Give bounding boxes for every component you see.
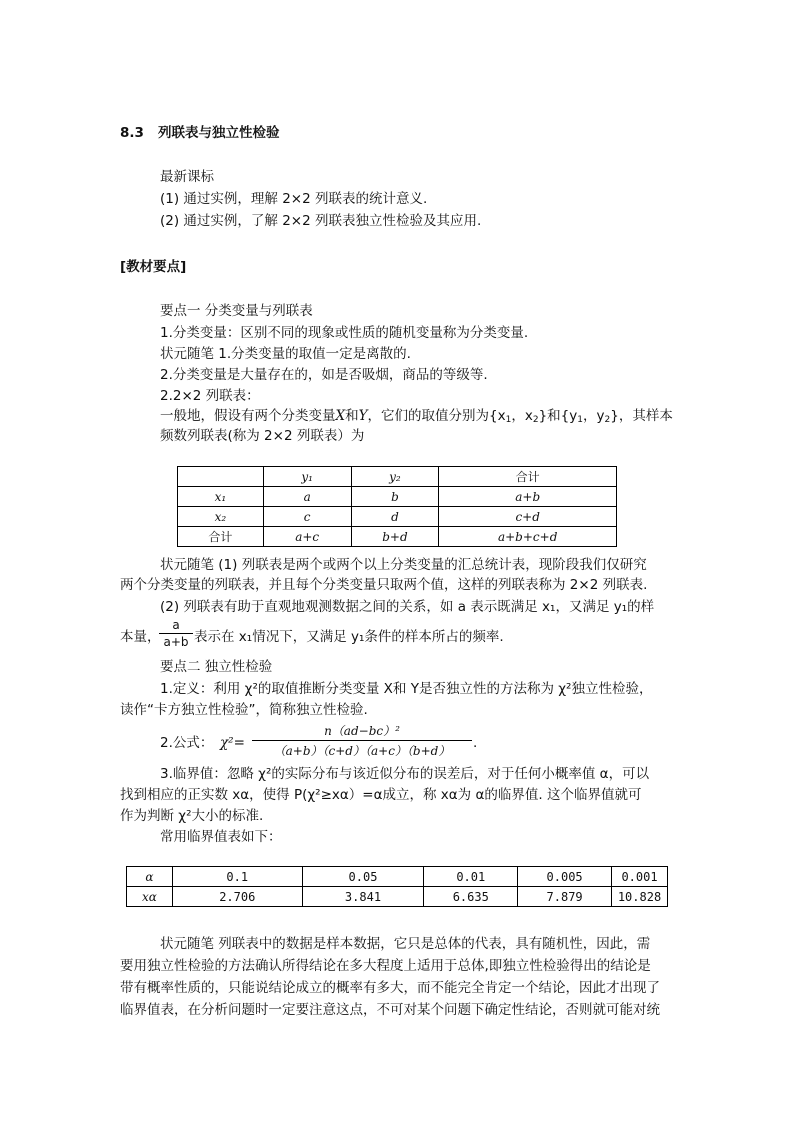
table-cell: 0.005 (518, 867, 612, 887)
section-heading (120, 124, 280, 142)
text-run: }，其样本 (610, 408, 673, 424)
notes2-line-2: 要用独立性检验的方法确认所得结论在多大程度上适用于总体,即独立性检验得出的结论是 (120, 958, 651, 974)
formula-fraction (252, 722, 472, 759)
point2-line-4: 找到相应的正实数 xα，使得 P(χ²≥xα）=α成立，称 xα为 α的临界值. 这个临界值就可 (120, 787, 642, 803)
table-cell: b (351, 487, 439, 507)
table-row (178, 487, 617, 507)
subscript: 1 (505, 415, 512, 425)
contingency-table (177, 466, 617, 547)
table-cell: 0.01 (424, 867, 518, 887)
text-run: ，y (583, 408, 605, 424)
table-row-alpha (127, 867, 668, 887)
table-row-critical-value (127, 887, 668, 907)
table-cell: x₂ (178, 507, 264, 527)
table-cell: a (263, 487, 351, 507)
point2-title: 要点二 独立性检验 (160, 659, 273, 675)
subscript: 2 (532, 415, 539, 425)
point1-line-2: 状元随笔 1.分类变量的取值一定是离散的. (160, 346, 411, 362)
notes1-line-3: (2) 列联表有助于直观地观测数据之间的关系，如 a 表示既满足 x₁，又满足 y₁的样 (160, 599, 655, 615)
table-cell: 合计 (439, 467, 617, 487)
table-header-row (178, 467, 617, 487)
point2-line-6: 常用临界值表如下： (160, 829, 282, 845)
table-cell: x₁ (178, 487, 264, 507)
point1-line-1: 1.分类变量：区别不同的现象或性质的随机变量称为分类变量. (160, 325, 529, 341)
point1-line-4: 2.2×2 列联表： (160, 388, 260, 404)
notes1-line-4a: 本量， (120, 629, 161, 645)
point2-line-3: 3.临界值：忽略 χ²的实际分布与该近似分布的误差后，对于任何小概率值 α，可以 (160, 766, 650, 782)
table-cell (178, 467, 264, 487)
standards-item-1: (1) 通过实例，理解 2×2 列联表的统计意义. (160, 191, 428, 207)
point2-line-2: 读作“卡方独立性检验”，简称独立性检验. (120, 702, 368, 718)
notes2-line-3: 带有概率性质的，只能说结论成立的概率有多大，而不能完全肯定一个结论，因此才出现了 (120, 980, 660, 996)
table-cell: 2.706 (172, 887, 302, 907)
table-cell: xα (127, 887, 173, 907)
text-run: ，它们的取值分别为{x (367, 408, 506, 424)
variable-x: X (335, 408, 346, 424)
table-cell: y₁ (263, 467, 351, 487)
section-title: 列联表与独立性检验 (158, 125, 280, 141)
point1-title: 要点一 分类变量与列联表 (160, 303, 313, 319)
section-number: 8.3 (120, 125, 144, 141)
table-cell: 0.1 (172, 867, 302, 887)
table-cell: 3.841 (302, 887, 424, 907)
table-cell: b+d (351, 527, 439, 547)
fraction-a-over-a-plus-b (159, 618, 193, 649)
variable-y: Y (358, 408, 368, 424)
text-run: 和 (345, 408, 359, 424)
point2-line-5: 作为判断 χ²大小的标准. (120, 808, 264, 824)
standards-heading: 最新课标 (160, 169, 214, 185)
table-cell: 7.879 (518, 887, 612, 907)
point1-line-3: 2.分类变量是大量存在的，如是否吸烟，商品的等级等. (160, 367, 488, 383)
table-cell: a+b (439, 487, 617, 507)
formula-lhs: χ²= (220, 735, 245, 751)
key-points-heading: [教材要点] (120, 259, 187, 275)
table-cell: c+d (439, 507, 617, 527)
table-cell: 0.05 (302, 867, 424, 887)
notes1-line-4b: 表示在 x₁情况下，又满足 y₁条件的样本所占的频率. (194, 629, 504, 645)
subscript: 1 (577, 415, 583, 425)
table-row (178, 527, 617, 547)
table-cell: 0.001 (612, 867, 668, 887)
formula-label: 2.公式： (160, 735, 214, 751)
notes1-line-2: 两个分类变量的列联表，并且每个分类变量只取两个值，这样的列联表称为 2×2 列联表. (120, 577, 648, 593)
notes2-line-4: 临界值表，在分析问题时一定要注意这点，不可对某个问题下确定性结论，否则就可能对统 (120, 1002, 660, 1018)
critical-value-table (126, 866, 668, 907)
table-cell: a+c (263, 527, 351, 547)
notes2-line-1: 状元随笔 列联表中的数据是样本数据，它只是总体的代表，具有随机性，因此，需 (160, 936, 651, 952)
text-run: ，x (511, 408, 533, 424)
table-row (178, 507, 617, 527)
notes1-line-1: 状元随笔 (1) 列联表是两个或两个以上分类变量的汇总统计表，现阶段我们仅研究 (160, 557, 647, 573)
table-cell: y₂ (351, 467, 439, 487)
table-cell: 10.828 (612, 887, 668, 907)
text-run: }和{y (538, 408, 578, 424)
subscript: 2 (604, 415, 611, 425)
formula-numerator: n（ad−bc）² (252, 722, 472, 741)
fraction-denominator: a+b (163, 635, 189, 649)
formula-end: . (473, 735, 478, 751)
standards-item-2: (2) 通过实例，了解 2×2 列联表独立性检验及其应用. (160, 213, 482, 229)
table-cell: d (351, 507, 439, 527)
point1-line-5 (160, 407, 673, 429)
formula-denominator: （a+b）（c+d）（a+c）（b+d） (273, 744, 451, 758)
table-cell: α (127, 867, 173, 887)
table-cell: a+b+c+d (439, 527, 617, 547)
table-cell: c (263, 507, 351, 527)
table-cell: 合计 (178, 527, 264, 547)
point2-line-1: 1.定义：利用 χ²的取值推断分类变量 X和 Y是否独立性的方法称为 χ²独立性检验， (160, 681, 653, 697)
text-run: 一般地，假设有两个分类变量 (160, 408, 336, 424)
point1-line-6: 频数列联表(称为 2×2 列联表）为 (160, 428, 365, 444)
table-cell: 6.635 (424, 887, 518, 907)
fraction-numerator: a (159, 618, 193, 634)
